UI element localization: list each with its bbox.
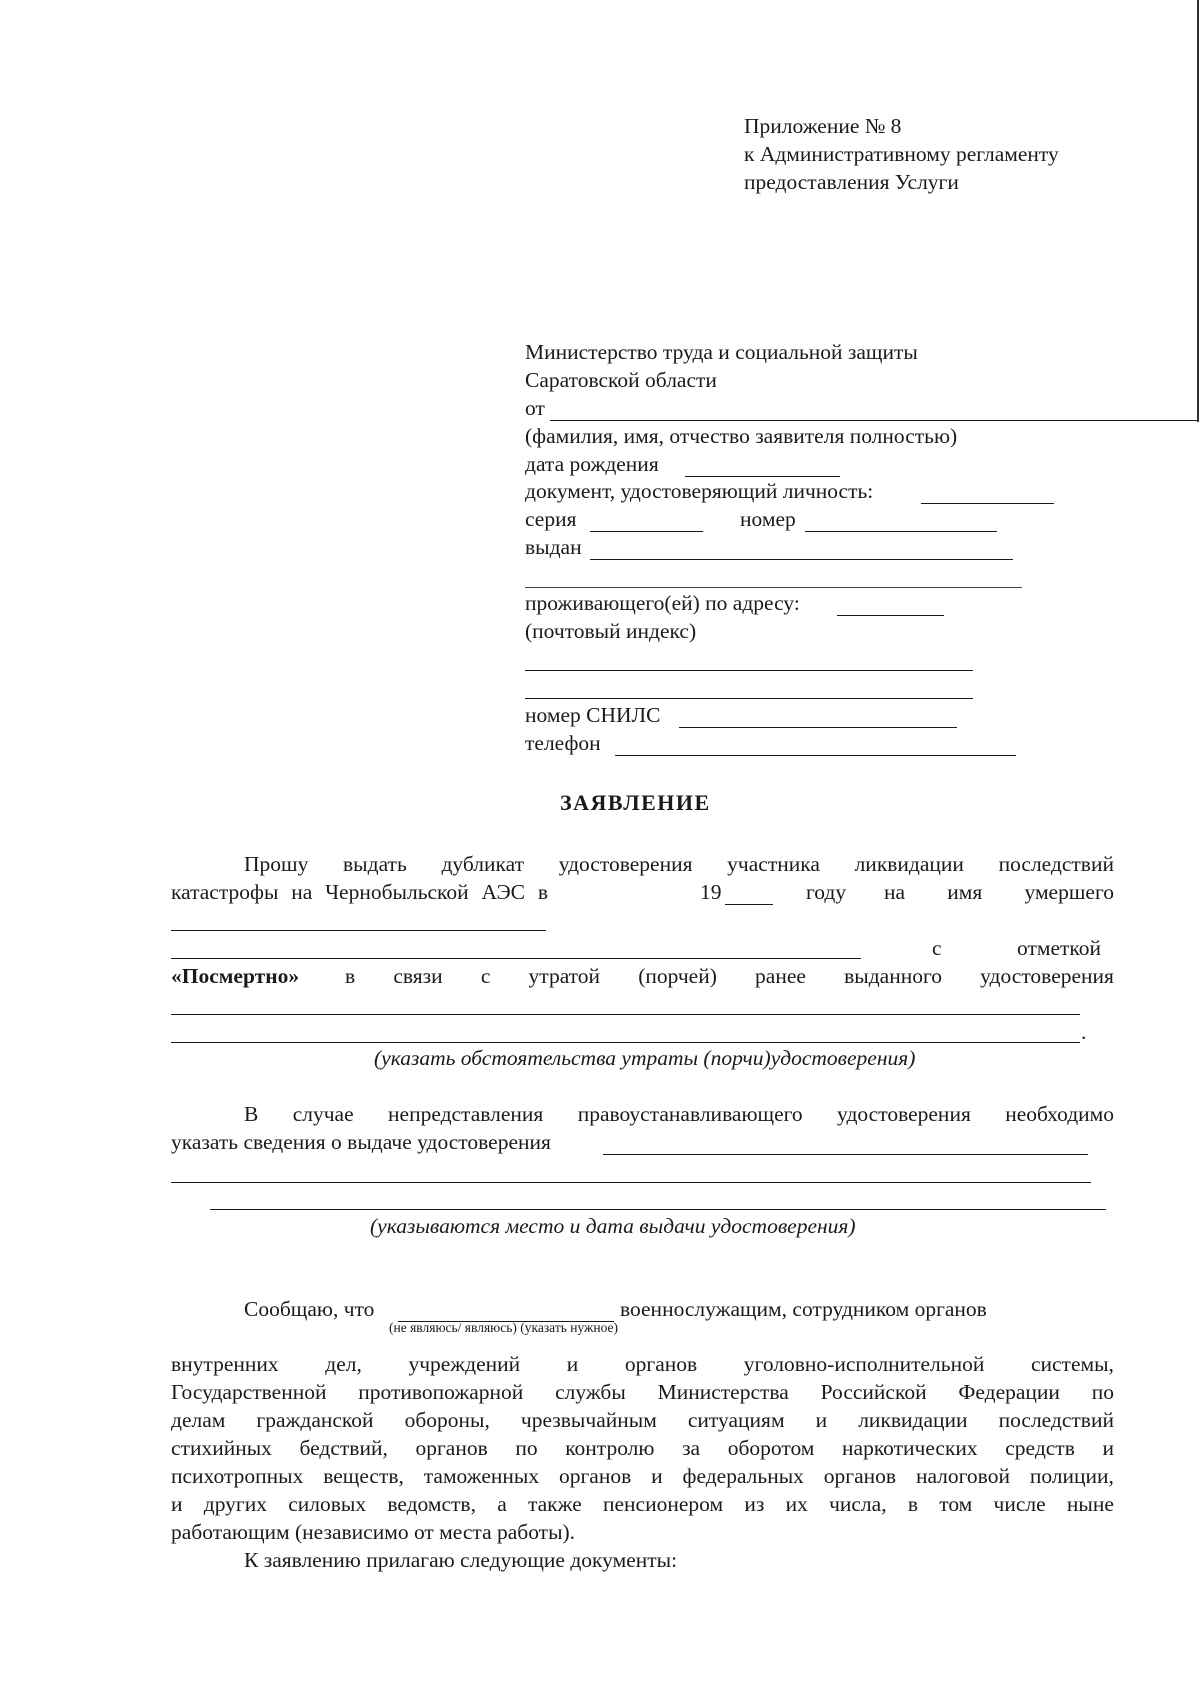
text-word: связи (393, 964, 443, 988)
text-word: оборотом (727, 1436, 815, 1460)
text-word: их (785, 1492, 808, 1516)
text-word: выданного (844, 964, 942, 988)
annex-regulation: к Административному регламенту (744, 142, 1059, 166)
issued-by-field[interactable] (590, 559, 1013, 560)
text-word: правоустанавливающего (577, 1102, 803, 1126)
text-word: обороны, (404, 1408, 490, 1432)
text-word: Государственной (171, 1380, 327, 1404)
text-word: органов (558, 1464, 632, 1488)
snils-label: номер СНИЛС (525, 703, 661, 727)
birth-date-field[interactable] (685, 476, 840, 477)
text-word: последствий (998, 852, 1114, 876)
para3-line2 (171, 1380, 1114, 1405)
text-word: службы (555, 1380, 626, 1404)
para3-line6 (171, 1492, 1114, 1517)
text-word: учреждений (408, 1352, 521, 1376)
year-field[interactable] (725, 904, 773, 905)
ministry-region: Саратовской области (525, 368, 717, 392)
text-word: органов (624, 1352, 698, 1376)
text-word: Чернобыльской (325, 880, 469, 904)
mark-word: отметкой (1017, 936, 1102, 960)
text-word: катастрофы (171, 880, 279, 904)
number-field[interactable] (805, 531, 997, 532)
id-document-field[interactable] (921, 503, 1054, 504)
issue-info-field-3[interactable] (210, 1209, 1106, 1210)
issue-info-field[interactable] (603, 1154, 1088, 1155)
text-word: последствий (998, 1408, 1114, 1432)
text-word: в (907, 1492, 918, 1516)
text-word: числа, (829, 1492, 887, 1516)
text-word: федеральных (682, 1464, 804, 1488)
text-word: ныне (1066, 1492, 1114, 1516)
ministry-name: Министерство труда и социальной защиты (525, 340, 918, 364)
text-word: других (203, 1492, 267, 1516)
text-word: и (815, 1408, 828, 1432)
text-word: из (744, 1492, 765, 1516)
text-word: АЭС (481, 880, 526, 904)
text-word: Российской (820, 1380, 927, 1404)
status-hint: (не являюсь/ являюсь) (указать нужное) (389, 1320, 619, 1335)
text-word: Министерства (657, 1380, 789, 1404)
text-word: (порчей) (638, 964, 717, 988)
series-field[interactable] (590, 531, 703, 532)
para3-line3 (171, 1408, 1114, 1433)
text-word: налоговой (915, 1464, 1010, 1488)
para3-line5 (171, 1464, 1114, 1489)
text-word: также (527, 1492, 582, 1516)
para1-line2b (884, 880, 1114, 905)
text-word: за (682, 1436, 701, 1460)
fio-hint: (фамилия, имя, отчество заявителя полностью) (525, 424, 958, 448)
year-prefix: 19 (700, 880, 722, 904)
text-word: на (291, 880, 313, 904)
text-word: числе (993, 1492, 1046, 1516)
address-field-3[interactable] (525, 698, 973, 699)
text-word: дел, (325, 1352, 362, 1376)
text-word: утратой (528, 964, 601, 988)
from-label: от (525, 396, 545, 420)
loss-circumstances-field[interactable] (171, 1014, 1080, 1015)
postcode-hint: (почтовый индекс) (525, 619, 697, 643)
para3-line4 (171, 1436, 1114, 1461)
text-word: таможенных (423, 1464, 540, 1488)
para3-line1 (171, 1352, 1114, 1377)
text-word: имя (947, 880, 983, 904)
text-word: наркотических (842, 1436, 978, 1460)
text-word: ведомств, (387, 1492, 476, 1516)
text-word: по (515, 1436, 538, 1460)
posthumous-mark: «Посмертно» (171, 964, 300, 988)
text-word: участника (727, 852, 820, 876)
para2-line1 (244, 1102, 1114, 1127)
deceased-name-field-2[interactable] (171, 958, 861, 959)
text-word: и (566, 1352, 579, 1376)
issued-by-label: выдан (525, 535, 582, 559)
text-word: В (244, 1102, 259, 1126)
annex-service: предоставления Услуги (744, 170, 959, 194)
deceased-name-field[interactable] (171, 930, 546, 931)
text-word: и (1102, 1436, 1114, 1460)
text-word: противопожарной (358, 1380, 524, 1404)
number-label: номер (740, 507, 796, 531)
para3-start: Сообщаю, что (244, 1297, 375, 1321)
text-word: удостоверения (558, 852, 693, 876)
text-word: системы, (1030, 1352, 1114, 1376)
id-document-label: документ, удостоверяющий личность: (525, 479, 874, 503)
issue-info-field-2[interactable] (171, 1182, 1091, 1183)
text-word: Федерации (958, 1380, 1060, 1404)
text-word: органов (415, 1436, 488, 1460)
text-word: удостоверения (837, 1102, 971, 1126)
loss-circumstances-field-2[interactable] (171, 1042, 1080, 1043)
text-word: психотропных (171, 1464, 304, 1488)
text-word: уголовно-исполнительной (743, 1352, 985, 1376)
text-word: органов (823, 1464, 897, 1488)
address-label: проживающего(ей) по адресу: (525, 591, 800, 615)
para2-line2: указать сведения о выдаче удостоверения (171, 1130, 551, 1154)
text-word: а (497, 1492, 507, 1516)
snils-field[interactable] (679, 727, 957, 728)
page-edge-line (1197, 0, 1199, 422)
phone-field[interactable] (615, 755, 1016, 756)
issue-info-hint: (указываются место и дата выдачи удостоверения) (370, 1214, 856, 1238)
text-word: том (939, 1492, 973, 1516)
text-word: в (345, 964, 356, 988)
loss-circumstances-hint: (указать обстоятельства утраты (порчи)удостоверения) (374, 1046, 916, 1070)
text-word: внутренних (171, 1352, 279, 1376)
text-word: силовых (288, 1492, 367, 1516)
text-word: в (537, 880, 548, 904)
text-word: и (171, 1492, 183, 1516)
annex-title: Приложение № 8 (744, 114, 902, 138)
text-word: гражданской (256, 1408, 374, 1432)
para1-line1 (244, 852, 1114, 877)
text-word: пенсионером (602, 1492, 724, 1516)
text-word: по (1091, 1380, 1114, 1404)
text-word: чрезвычайным (520, 1408, 657, 1432)
text-word: и (651, 1464, 663, 1488)
text-word: стихийных (171, 1436, 272, 1460)
text-word: бедствий, (299, 1436, 388, 1460)
phone-label: телефон (525, 731, 601, 755)
text-word: делам (171, 1408, 226, 1432)
text-word: контролю (565, 1436, 655, 1460)
para3-after: военнослужащим, сотрудником органов (620, 1297, 987, 1321)
c-word: с (932, 936, 942, 960)
para1-line5 (345, 964, 1114, 989)
address-field-2[interactable] (525, 670, 973, 671)
text-word: на (884, 880, 906, 904)
issued-by-field-2[interactable] (525, 587, 1022, 588)
attachments-intro: К заявлению прилагаю следующие документы: (244, 1548, 678, 1572)
text-word: непредставления (388, 1102, 544, 1126)
address-field[interactable] (837, 615, 944, 616)
text-word: с (480, 964, 491, 988)
text-word: ликвидации (858, 1408, 968, 1432)
text-word: умершего (1024, 880, 1114, 904)
text-word: удостоверения (980, 964, 1114, 988)
text-word: выдать (343, 852, 407, 876)
text-word: Прошу (244, 852, 309, 876)
text-word: ликвидации (854, 852, 964, 876)
period: . (1081, 1020, 1087, 1044)
text-word: ситуациям (687, 1408, 785, 1432)
text-word: ранее (755, 964, 806, 988)
year-word: году (806, 880, 847, 904)
text-word: средств (1005, 1436, 1075, 1460)
para1-line2a (171, 880, 548, 905)
text-word: случае (292, 1102, 354, 1126)
document-title: ЗАЯВЛЕНИЕ (560, 790, 711, 815)
para3-last-line: работающим (независимо от места работы). (171, 1520, 576, 1544)
birth-date-label: дата рождения (525, 452, 659, 476)
text-word: дубликат (441, 852, 524, 876)
text-word: полиции, (1029, 1464, 1114, 1488)
series-label: серия (525, 507, 577, 531)
applicant-name-field[interactable] (550, 420, 1199, 421)
text-word: веществ, (323, 1464, 404, 1488)
text-word: необходимо (1005, 1102, 1114, 1126)
